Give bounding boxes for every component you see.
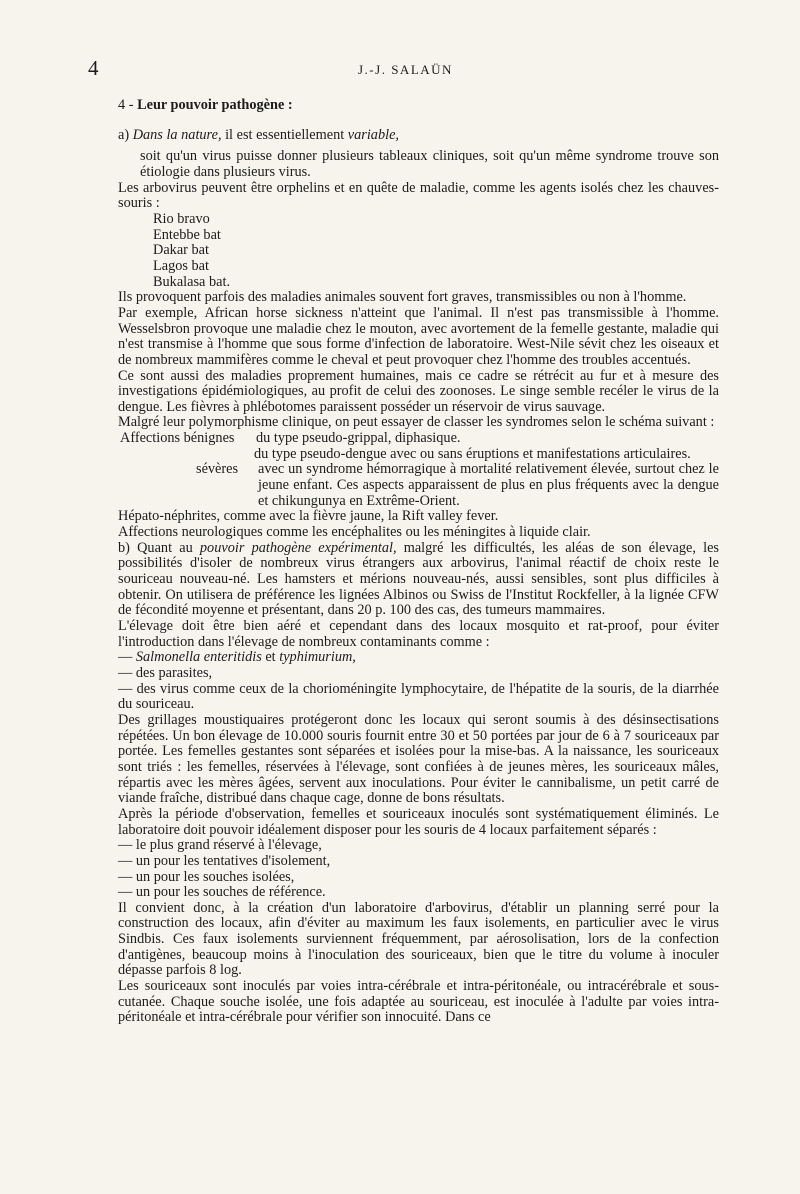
bat-item: Rio bravo [153,210,210,227]
schema-row-benign-2 [118,447,719,463]
paragraph: Par exemple, African horse sickness n'atteint que l'animal. Il n'est pas transmissible à l'homme. Wesselsbron provoque une maladie chez le mouton, avec avortement de la femelle gestante, maladie qui n'est transmise à l'homme que sous forme d'infection de laboratoire. West-Nile sévit chez les oiseaux et de nombreux mammifères comme le cheval et peut provoquer chez l'homme des troubles accentués. [118,304,719,368]
paragraph: Malgré leur polymorphisme clinique, on peut essayer de classer les syndromes selon le schéma suivant : [118,414,715,431]
part-a-continuation: soit qu'un virus puisse donner plusieurs tableaux cliniques, soit qu'un même syndrome trouve son étiologie dans plusieurs virus. [140,148,719,180]
page-number: 4 [88,56,99,80]
locaux-item: — un pour les tentatives d'isolement, [118,852,331,869]
bat-item: Lagos bat [153,257,209,274]
locaux-item: — un pour les souches de référence. [118,884,326,901]
section-number: 4 - [118,97,134,113]
breeding-intro: L'élevage doit être bien aéré et cependant dans des locaux mosquito et rat-proof, pour éviter l'introduction dans l'élevage de nombreux contaminants comme : [118,618,719,650]
schema-label-severe: sévères [196,461,239,478]
bat-item: Bukalasa bat. [153,273,231,290]
section-title: Leur pouvoir pathogène : [137,97,293,113]
paragraph: Les souriceaux sont inoculés par voies intra-cérébrale et intra-péritonéale, ou intracérébrale et sous-cutanée. Chaque souche isolée, une fois adaptée au souriceau, est inoculée à l'adulte par voies intra-péritonéale et intra-cérébrale pour vérifier son innocuité. Dans ce [118,978,719,1026]
section-heading [118,98,719,114]
schema-hepato: Hépato-néphrites, comme avec la fièvre jaune, la Rift valley fever. [118,508,499,525]
contaminant-item: — des parasites, [118,664,213,681]
bat-item: Dakar bat [153,242,209,259]
paragraph: Après la période d'observation, femelles et souriceaux inoculés sont systématiquement éliminés. Le laboratoire doit pouvoir idéalement disposer pour les souris de 4 locaux parfaitement séparés : [118,805,719,838]
schema-row-benign-1 [118,431,719,447]
schema-row-severe [118,462,719,509]
paragraph: Des grillages moustiquaires protégeront donc les locaux qui seront soumis à des désinsectisations répétées. Un bon élevage de 10.000 souris fournit entre 30 et 50 portées par jour de 6 à 7 souriceaux par portée. Les femelles gestantes sont séparées et isolées pour la mise-bas. A la naissance, les souriceaux sont triés : les femelles, réservées à l'élevage, sont confiées à de jeunes mères, les souriceaux mâles, répartis avec les mères âgées, servent aux inoculations. Pour éviter le cannibalisme, un petit carré de viande fraîche, distribué dans chaque cage, donne de bons résultats. [118,711,719,807]
paragraph: Ce sont aussi des maladies proprement humaines, mais ce cadre se rétrécit au fur et à mesure des investigations épidémiologiques, au profit de celui des zoonoses. Le singe semble recéler le virus de la dengue. Les fièvres à phlébotomes paraissent posséder un réservoir de virus sauvage. [118,367,719,415]
schema-text: du type pseudo-grippal, diphasique. [256,430,461,447]
schema-text: du type pseudo-dengue avec ou sans éruptions et manifestations articulaires. [254,445,691,462]
contaminant-item: — Salmonella enteritidis et typhimurium, [118,649,356,666]
paragraph: Ils provoquent parfois des maladies animales souvent fort graves, transmissibles ou non à l'homme. [118,289,687,306]
locaux-item: — un pour les souches isolées, [118,868,295,885]
paragraph: Il convient donc, à la création d'un laboratoire d'arbovirus, d'établir un planning serré pour la construction des locaux, afin d'éviter au maximum les faux isolements, en particulier avec le virus Sindbis. Ces faux isolements surviennent fréquemment, par aérosolisation, lors de la confection d'antigènes, beaucoup moins à l'inoculation des souriceaux, bien que le titre du volume à inoculer dépasse parfois 8 log. [118,899,719,979]
part-a-heading: a) Dans la nature, il est essentiellement variable, [118,126,400,143]
contaminant-item: — des virus comme ceux de la chorioméningite lymphocytaire, de l'hépatite de la souris, de la diarrhée du souriceau. [118,680,719,713]
schema-label-benign: Affections bénignes [120,430,235,447]
schema-neuro: Affections neurologiques comme les encéphalites ou les méningites à liquide clair. [118,524,591,541]
locaux-item: — le plus grand réservé à l'élevage, [118,837,322,854]
orphans-intro: Les arbovirus peuvent être orphelins et en quête de maladie, comme les agents isolés chez les chauves-souris : [118,179,719,212]
part-b-paragraph: b) Quant au pouvoir pathogène expérimental, malgré les difficultés, les aléas de son élevage, les possibilités d'isoler de nombreux virus étrangers aux arbovirus, l'animal réactif de choix reste le souriceau nouveau-né. Les hamsters et mérions nouveau-nés, aussi sensibles, sont plus difficiles à obtenir. On utilisera de préférence les lignées Albinos ou Swiss de l'Institut Rockfeller, à la lignée CFW de fécondité moyenne et présentant, dans 20 p. 100 des cas, des tumeurs mammaires. [118,539,719,619]
schema-text: avec un syndrome hémorragique à mortalité relativement élevée, surtout chez le jeune enfant. Ces aspects apparaissent de plus en plus fréquents avec la dengue et chikungunya en Extrême-Orient. [258,461,719,509]
running-head: J.-J. SALAÜN [358,62,453,77]
body-text [118,98,719,1026]
bat-item: Entebbe bat [153,226,221,243]
